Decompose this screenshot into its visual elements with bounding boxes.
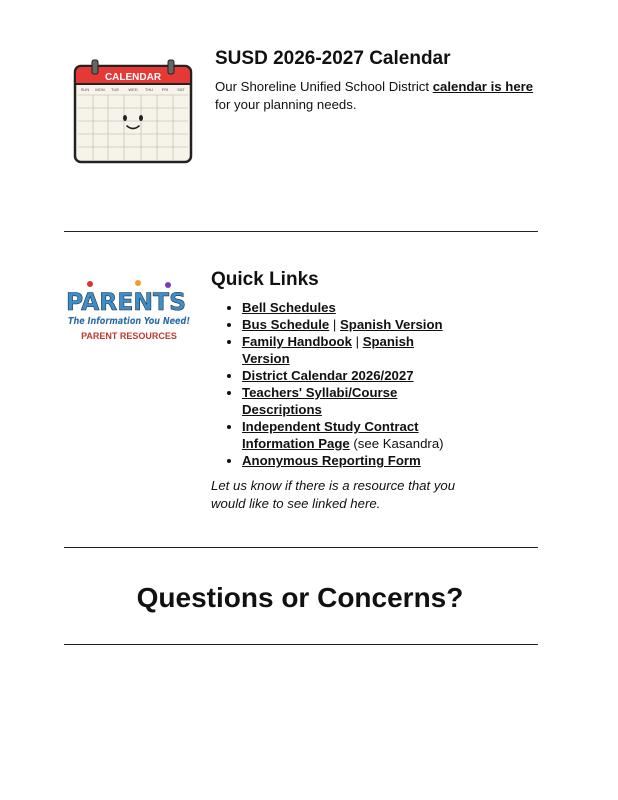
independent-study-suffix: (see Kasandra): [349, 436, 444, 451]
list-item: [242, 333, 451, 367]
calendar-icon: [70, 58, 196, 176]
questions-title: Questions or Concerns?: [136, 582, 464, 613]
bus-schedule-link[interactable]: Bus Schedule: [242, 317, 330, 332]
parents-caption: PARENT RESOURCES: [81, 331, 177, 341]
list-item: [242, 367, 451, 384]
bus-schedule-spanish-link[interactable]: Spanish Version: [339, 317, 443, 332]
weekday-label: THU: [144, 87, 154, 92]
weekday-label: SAT: [177, 87, 185, 92]
anonymous-reporting-link[interactable]: Anonymous Reporting Form: [242, 453, 421, 468]
calendar-text-before: Our Shoreline Unified School District: [215, 79, 433, 94]
section-divider: [64, 547, 538, 548]
section-divider: [64, 231, 538, 232]
parents-word: PARENTS: [66, 288, 186, 316]
parents-resources-logo: [64, 278, 194, 344]
quick-links-title: Quick Links: [211, 269, 319, 290]
bell-schedules-link[interactable]: Bell Schedules: [242, 300, 336, 315]
calendar-link[interactable]: calendar is here: [432, 79, 534, 94]
calendar-text-after: for your planning needs.: [215, 97, 357, 112]
list-item: [242, 452, 451, 469]
quick-links-list: [211, 299, 451, 469]
teachers-syllabi-link[interactable]: Teachers' Syllabi/Course Descriptions: [242, 385, 398, 417]
weekday-label: FRI: [161, 87, 169, 92]
weekday-label: TUE: [111, 87, 119, 92]
list-item: [242, 418, 451, 452]
family-handbook-spanish-link[interactable]: Spanish Version: [242, 334, 414, 366]
section-divider: [64, 644, 538, 645]
link-separator: |: [329, 317, 340, 332]
weekday-label: MON: [95, 87, 105, 92]
weekday-label: WED: [128, 87, 138, 92]
list-item: [242, 384, 451, 418]
parents-tagline: The Information You Need!: [68, 316, 190, 327]
calendar-description: [215, 78, 545, 114]
list-item: [242, 316, 451, 333]
independent-study-link[interactable]: Independent Study Contract Information Page: [242, 419, 419, 451]
list-item: [242, 299, 451, 316]
family-handbook-link[interactable]: Family Handbook: [242, 334, 352, 349]
calendar-label: CALENDAR: [104, 72, 162, 83]
link-separator: |: [351, 334, 363, 349]
district-calendar-link[interactable]: District Calendar 2026/2027: [242, 368, 414, 383]
calendar-section-title: SUSD 2026-2027 Calendar: [215, 48, 451, 69]
weekday-label: SUN: [80, 87, 90, 92]
quick-links-note: Let us know if there is a resource that you would like to see linked here.: [211, 478, 456, 511]
